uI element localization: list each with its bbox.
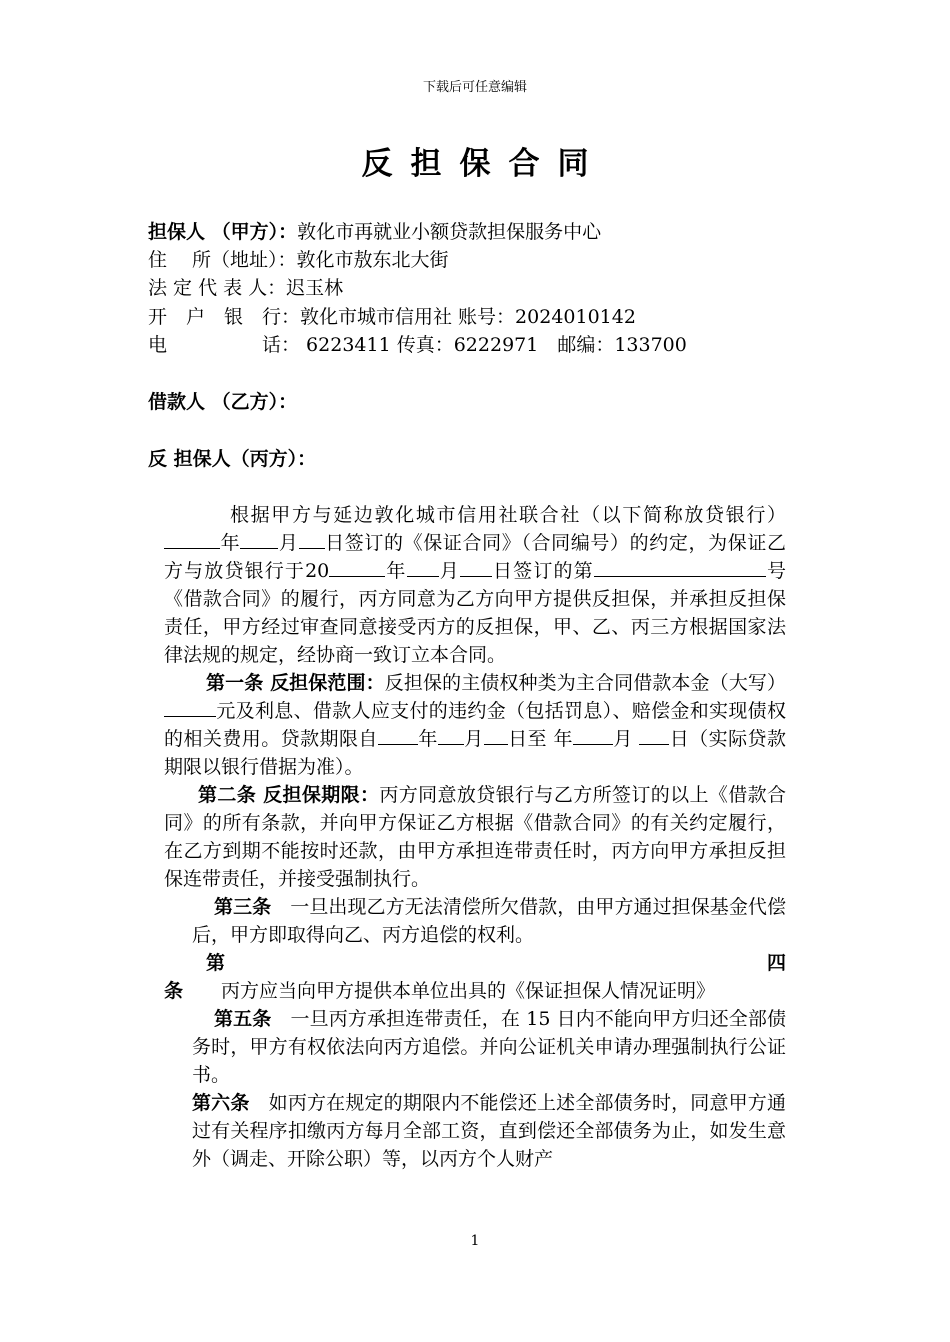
article-1-text-1: 反担保的主债权种类为主合同借款本金（大写） xyxy=(384,672,786,694)
preamble-text-8: 号 《借款合同》的履行，丙方同意为乙方向甲方提供反担保，并承担反担保责任，甲方经过审查同意接受丙方的反担保，甲、乙、丙三方根据国家法律法规的规定，经协商一致订立本合同。 xyxy=(164,560,786,666)
bank-line xyxy=(148,303,636,331)
blank-year[interactable] xyxy=(164,530,220,549)
article-3-heading: 第三条 xyxy=(214,896,272,918)
blank-month[interactable] xyxy=(240,530,278,549)
header-note: 下载后可任意编辑 xyxy=(422,80,527,95)
phone-label: 电 话： xyxy=(148,334,301,356)
preamble-text-3: 月 xyxy=(278,532,299,554)
blank-start-month[interactable] xyxy=(438,726,464,745)
guarantor-line xyxy=(148,218,601,246)
rep-value: 迟玉林 xyxy=(286,277,344,299)
article-2 xyxy=(164,781,786,893)
article-6 xyxy=(192,1089,786,1173)
article-6-heading: 第六条 xyxy=(192,1092,250,1114)
article-1-text-3: 年 xyxy=(417,728,438,750)
address-label: 住 所（地址）： xyxy=(148,249,297,271)
article-1-text-5: 日至 年 xyxy=(507,728,573,750)
article-1-text-7: 日（实际贷款期限以银行借据为准）。 xyxy=(164,728,786,778)
article-4 xyxy=(164,949,786,1005)
article-3 xyxy=(192,893,786,949)
article-5-heading: 第五条 xyxy=(214,1008,272,1030)
article-1-text-2: 元及利息、借款人应支付的违约金（包括罚息）、赔偿金和实现债权的相关费用。贷款期限自 xyxy=(164,700,786,750)
blank-day-2[interactable] xyxy=(460,558,492,577)
blank-day[interactable] xyxy=(299,530,325,549)
preamble-text-1: 根据甲方与延边敦化城市信用社联合社（以下简称放贷银行） xyxy=(230,504,786,526)
article-4-text: 丙方应当向甲方提供本单位出具的《保证担保人情况证明》 xyxy=(183,980,716,1002)
blank-start-day[interactable] xyxy=(484,726,508,745)
bank-label: 开 户 银 行： xyxy=(148,306,301,328)
article-5 xyxy=(192,1005,786,1089)
blank-principal-amount[interactable] xyxy=(164,698,216,717)
preamble-text-7: 日签订的第 xyxy=(491,560,594,582)
article-5-text: 一旦丙方承担连带责任，在 15 日内不能向甲方归还全部债务时，甲方有权依法向丙方追偿。并向公证机关申请办理强制执行公证书。 xyxy=(192,1008,786,1086)
preamble-text-5: 年 xyxy=(385,560,407,582)
counter-guarantor-label: 反 担保人（丙方）： xyxy=(148,448,317,470)
address-line xyxy=(148,246,449,274)
blank-end-year[interactable] xyxy=(573,726,613,745)
guarantor-name: 敦化市再就业小额贷款担保服务中心 xyxy=(297,221,602,243)
article-6-text: 如丙方在规定的期限内不能偿还上述全部债务时，同意甲方通过有关程序扣缴丙方每月全部工资，直到偿还全部债务为止，如发生意外（调走、开除公职）等，以丙方个人财产 xyxy=(192,1092,786,1170)
bank-value: 敦化市城市信用社 账号：2024010142 xyxy=(300,306,636,328)
rep-label: 法 定 代 表 人： xyxy=(148,277,287,299)
blank-month-2[interactable] xyxy=(407,558,439,577)
preamble-text-4: 日签订的《保证合同》（合同编号）的约定，为保证乙方与放贷银行于20 xyxy=(164,532,786,582)
blank-contract-number[interactable] xyxy=(594,558,766,577)
phone-value: 6223411 传真：6222971 邮编：133700 xyxy=(300,334,687,356)
preamble-text-6: 月 xyxy=(438,560,460,582)
borrower-label: 借款人 （乙方）： xyxy=(148,391,298,413)
guarantor-label: 担保人 （甲方）： xyxy=(148,221,298,243)
article-1-text-4: 月 xyxy=(463,728,484,750)
preamble-paragraph xyxy=(164,501,786,669)
article-4-heading: 第四条 xyxy=(164,952,786,1002)
article-2-heading: 第二条 反担保期限： xyxy=(198,784,380,806)
address-value: 敦化市敖东北大街 xyxy=(296,249,449,271)
blank-start-year[interactable] xyxy=(378,726,418,745)
contract-body xyxy=(164,501,786,1173)
blank-end-month[interactable] xyxy=(639,726,669,745)
blank-year-2[interactable] xyxy=(329,558,385,577)
document-title: 反担保合同 xyxy=(361,146,607,182)
article-1 xyxy=(164,669,786,781)
rep-line xyxy=(148,274,343,302)
phone-line xyxy=(148,331,687,359)
article-1-text-6: 月 xyxy=(612,728,640,750)
article-2-text: 丙方同意放贷银行与乙方所签订的以上《借款合同》的所有条款，并向甲方保证乙方根据《借款合同》的有关约定履行，在乙方到期不能按时还款，由甲方承担连带责任时，丙方向甲方承担反担保连带责任，并接受强制执行。 xyxy=(164,784,786,890)
article-3-text: 一旦出现乙方无法清偿所欠借款，由甲方通过担保基金代偿后，甲方即取得向乙、丙方追偿的权利。 xyxy=(192,896,786,946)
preamble-text-2: 年 xyxy=(220,532,241,554)
article-1-heading: 第一条 反担保范围： xyxy=(206,672,385,694)
page-number: 1 xyxy=(470,1233,480,1249)
